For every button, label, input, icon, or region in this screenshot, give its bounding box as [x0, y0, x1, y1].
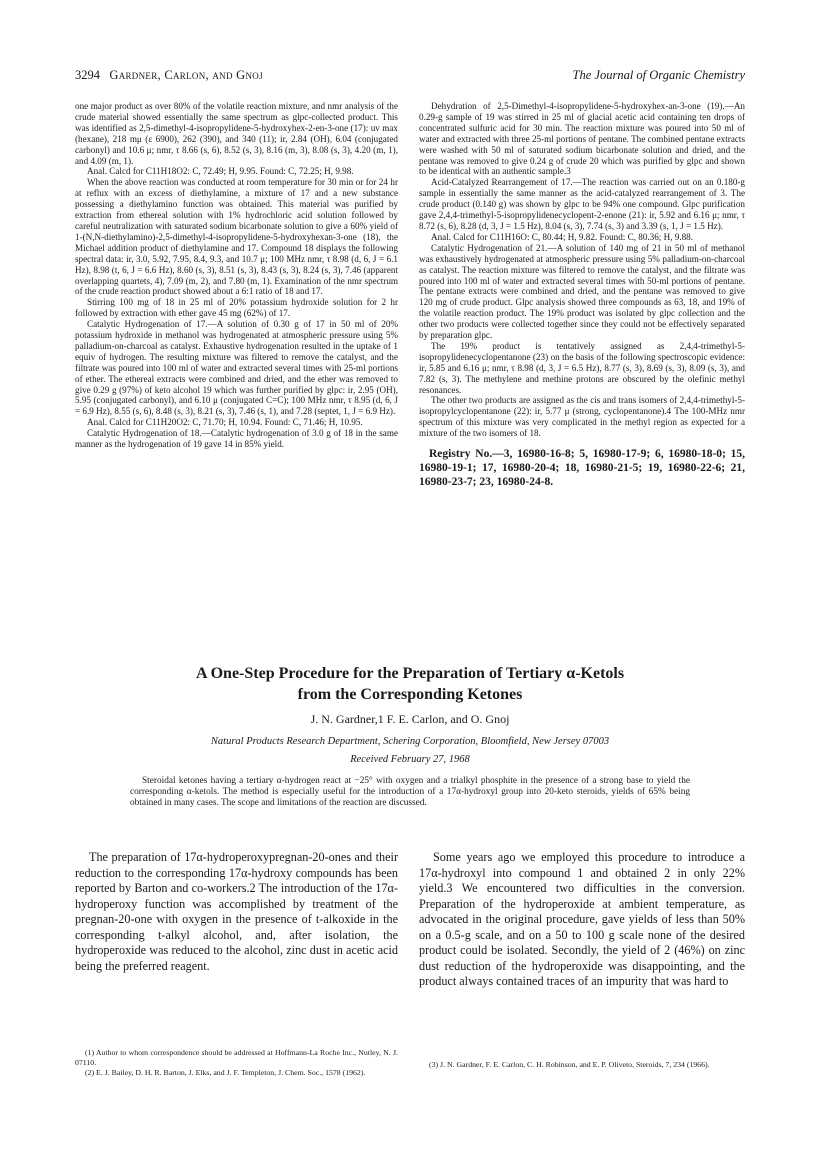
received-date: Received February 27, 1968 — [350, 754, 470, 765]
affiliation: Natural Products Research Department, Schering Corporation, Bloomfield, New Jersey 07003 — [210, 736, 610, 747]
paragraph: Dehydration of 2,5-Dimethyl-4-isopropylidene-5-hydroxyhex-an-3-one (19).—An 0.29-g sample of 19 was stirred in 25 ml of glacial acetic acid containing ten drops of concentrated sulfuric acid for 30 min. The reaction mixture was poured into 50 ml of water and extracted with three 25-ml portions of pentane. The combined pentane extracts were washed with 50 ml of saturated sodium bicarbonate solution and dried, and the pentane was removed to give 0.24 g of crude 20 which was purified by glpc and shown to be identical with an authentic sample.3 — [419, 101, 745, 177]
article-authors: J. N. Gardner,1 F. E. Carlon, and O. Gnoj — [310, 712, 510, 726]
paragraph: Stirring 100 mg of 18 in 25 ml of 20% potassium hydroxide solution for 2 hr followed by extraction with ether gave 45 mg (62%) of 17. — [75, 297, 398, 319]
running-authors: Gardner, Carlon, and Gnoj — [109, 68, 263, 82]
title-line-2: from the Corresponding Ketones — [297, 686, 523, 703]
paragraph: Some years ago we employed this procedure to introduce a 17α-hydroxyl into compound 1 and obtained 2 in only 22% yield.3 We encountered two difficulties in the conversion. Preparation of the hydroperoxide at ambient temperature, as advocated in the original procedure, gave yields of less than 50% on a 0.5-g scale, and on a 50 to 100 g scale none of the desired product could be isolated. Secondly, the yield of 2 (46%) on zinc dust reduction of the hydroperoxide was disappointing, and the product always contained traces of an impurity that was hard to — [419, 850, 745, 988]
paragraph: one major product as over 80% of the volatile reaction mixture, and nmr analysis of the crude material showed essentially the same spectrum as glpc-collected product. This was identified as 2,5-dimethyl-4-isopropylidene-5-hydroxyhex-2-en-3-one (17): uv max (hexane), 218 mμ (ε 6900), 262 (390), and 340 (11); ir, 2.84 (OH), 6.04 (conjugated carbonyl) and 10.6 μ; nmr, τ 8.66 (s, 6), 8.52 (s, 3), 8.16 (m, 3), 8.08 (s, 3), 4.20 (m, 1), and 4.09 (m, 1). — [75, 101, 398, 166]
journal-name: The Journal of Organic Chemistry — [572, 68, 745, 82]
paragraph: Acid-Catalyzed Rearrangement of 17.—The reaction was carried out on an 0.180-g sample in essentially the same manner as the acid-catalyzed rearrangement of 3. The crude product (0.140 g) was shown by glpc to be 94% one compound. Glpc purification gave 2,4,4-trimethyl-5-isopropylidenecyclopent-2-enone (21): ir, 5.92 and 6.16 μ; nmr, τ 8.72 (s, 6), 8.28 (d, 3, J = 1.5 Hz), 8.04 (s, 3), 7.74 (s, 3) and 3.39 (s, 1, J = 1.5 Hz). — [419, 177, 745, 231]
body-right — [419, 850, 745, 990]
right-column — [419, 101, 745, 489]
footnotes-left — [75, 1048, 398, 1079]
paragraph: When the above reaction was conducted at room temperature for 30 min or for 24 hr at reflux with an excess of diethylamine, a mixture of 17 and a new substance possessing a diethylamino function was obtained. This material was purified by extraction from ethereal solution with 1% hydrochloric acid solution followed by careful neutralization with saturated sodium bicarbonate solution to give a 60% yield of 1-(N,N-diethylamino)-2,5-dimethyl-4-isopropylidene-5-hydroxyhexan-3-one (18), the Michael addition product of diethylamine and 17. Compound 18 displays the following spectral data: ir, 3.0, 5.92, 7.95, 8.4, 9.3, and 10.7 μ; 100 MHz nmr, τ 8.98 (d, 6, J = 6.1 Hz), 8.98 (t, 6, J = 6.6 Hz), 8.60 (s, 3), 8.51 (s, 3), 8.43 (s, 3), 8.24 (s, 3), 7.46 (apparent overlapping quartets, 4), 7.09 (m, 2), and 7.80 (m, 1). Examination of the nmr spectrum of the crude reaction product showed about a 6:1 ratio of 18 and 17. — [75, 177, 398, 297]
article-title — [75, 663, 745, 705]
paragraph: The 19% product is tentatively assigned as 2,4,4-trimethyl-5-isopropylidenecyclopentanone (23) on the basis of the following spectroscopic evidence: ir, 5.85 and 6.16 μ; nmr, τ 8.98 (d, 3, J = 6.5 Hz), 8.77 (s, 3), 8.69 (s, 3), 8.09 (s, 3), and 7.82 (s, 3). The methylene and methine protons are obscured by the olefinic methyl resonances. — [419, 340, 745, 395]
abstract: Steroidal ketones having a tertiary α-hydrogen react at −25° with oxygen and a trialkyl phosphite in the presence of a strong base to yield the corresponding α-ketols. The method is especially useful for the introduction of a 17α-hydroxyl group into 20-keto steroids, yields of 65% being obtained in many cases. The scope and limitations of the reaction are discussed. — [130, 776, 690, 808]
page-number: 3294 — [75, 68, 100, 82]
paragraph: Catalytic Hydrogenation of 17.—A solution of 0.30 g of 17 in 50 ml of 20% potassium hydroxide in methanol was hydrogenated at atmospheric pressure using 5% palladium-on-charcoal as catalyst. Exhaustive hydrogenation resulted in the uptake of 1 equiv of hydrogen. The resulting mixture was filtered to remove the catalyst, and the filtrate was poured into 100 ml of water and extracted several times with 25-ml portions of ether. The ethereal extracts were combined and dried, and the ether was removed to give 0.29 g (97%) of keto alcohol 19 which was further purified by glpc: ir, 2.95 (OH), 5.95 (conjugated carbonyl), and 6.10 μ (conjugated C=C); 100 MHz nmr, τ 8.95 (d, 6, J = 6.9 Hz), 8.55 (s, 6), 8.48 (s, 3), 8.21 (s, 3), 7.46 (s, 1), and 7.28 (septet, 1, J = 6.9 Hz). — [75, 319, 398, 417]
paragraph: Catalytic Hydrogenation of 21.—A solution of 140 mg of 21 in 50 ml of methanol was exhaustively hydrogenated at atmospheric pressure using 5% palladium-on-charcoal as catalyst. The reaction mixture was filtered to remove the catalyst, and the filtrate was poured into 100 ml of water and extracted several times with 50-ml portions of pentane. The pentane extracts were combined and dried, and the pentane was removed to give 120 mg of crude product. Glpc analysis showed three compounds as 63, 18, and 19% of the volatile reaction product. The 19% product was isolated by glpc collection and the other two products were collected together since they could not be effectively separated by preparation glpc. — [419, 242, 745, 341]
paragraph: The other two products are assigned as the cis and trans isomers of 2,4,4-trimethyl-5-isopropylcyclopentanone (22): ir, 5.77 μ (strong, cyclopentanone).4 The 100-MHz nmr spectrum of this mixture was very complicated in the methyl region as expected for a mixture of the two isomers of 18. — [419, 395, 745, 439]
paragraph: The preparation of 17α-hydroperoxypregnan-20-ones and their reduction to the corresponding 17α-hydroxy compounds has been reported by Barton and co-workers.2 The introduction of the 17α-hydroperoxy function was accomplished by treatment of the pregnan-20-one with oxygen in the presence of t-alkoxide in the corresponding t-alkyl alcohol, and, after isolation, the hydroperoxide was reduced to the alcohol, zinc dust in acetic acid being the preferred reagent. — [75, 850, 398, 973]
registry-numbers: Registry No.—3, 16980-16-8; 5, 16980-17-9; 6, 16980-18-0; 15, 16980-19-1; 17, 16980-20-4; 18, 16980-21-5; 19, 16980-22-6; 21, 16980-23-7; 23, 16980-24-8. — [419, 448, 745, 489]
paragraph: Anal. Calcd for C11H20O2: C, 71.70; H, 10.94. Found: C, 71.46; H, 10.95. — [87, 417, 363, 428]
page-header — [75, 68, 745, 86]
left-column — [75, 101, 398, 450]
footnote-3: (3) J. N. Gardner, F. E. Carlon, C. H. Robinson, and E. P. Oliveto, Steroids, 7, 234 (1966). — [429, 1060, 710, 1069]
title-line-1: A One-Step Procedure for the Preparation of Tertiary α-Ketols — [195, 665, 625, 682]
paragraph: Anal. Calcd for C11H18O2: C, 72.49; H, 9.95. Found: C, 72.25; H, 9.98. — [87, 166, 354, 177]
footnote-2: (2) E. J. Bailey, D. H. R. Barton, J. Elks, and J. F. Templeton, J. Chem. Soc., 1578 (1962). — [85, 1068, 366, 1078]
paragraph: Anal. Calcd for C11H16O: C, 80.44; H, 9.82. Found: C, 80.36; H, 9.88. — [431, 231, 694, 242]
paragraph: Catalytic Hydrogenation of 18.—Catalytic hydrogenation of 3.0 g of 18 in the same manner as the hydrogenation of 19 gave 14 in 85% yield. — [75, 428, 398, 450]
body-left — [75, 850, 398, 974]
footnotes-right — [419, 1060, 745, 1071]
footnote-1: (1) Author to whom correspondence should be addressed at Hoffmann-La Roche Inc., Nutley, N. J. 07110. — [75, 1048, 398, 1067]
